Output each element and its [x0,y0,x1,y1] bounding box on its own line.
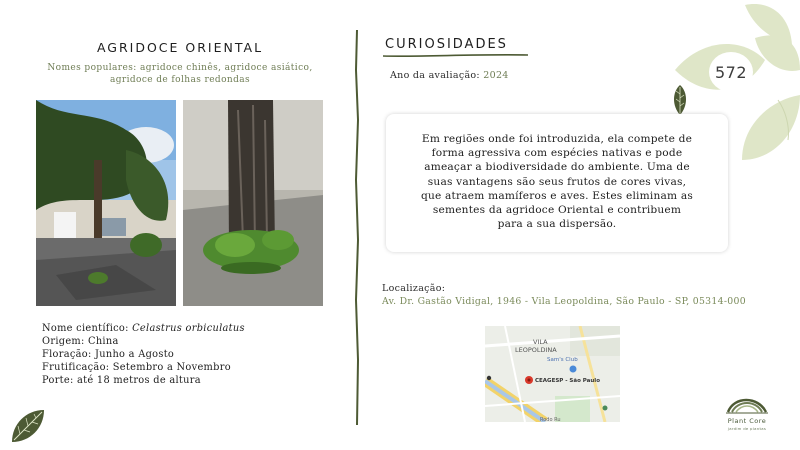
location-address: Av. Dr. Gastão Vidigal, 1946 - Vila Leopoldina, São Paulo - SP, 05314-000 [382,296,746,307]
map-road-label: Rodo Ru [540,417,561,422]
flowering-row: Floração: Junho a Agosto [42,349,175,360]
plant-number-badge: 572 [709,52,753,92]
year-value: 2024 [483,70,509,81]
map-district-label-1: VILA [533,338,548,346]
map-marker-icon [603,406,608,411]
location-label: Localização: [382,283,446,294]
popular-names-line: agridoce de folhas redondas [109,75,251,85]
plant-title: AGRIDOCE ORIENTAL [96,40,264,55]
map-location-label: CEAGESP - São Paulo [535,378,600,384]
plant-facts [42,322,245,387]
map-marker-icon [487,376,491,380]
map-poi-icon [570,366,577,373]
small-leaf-icon [670,84,690,116]
scientific-name-row [42,322,245,335]
curiosity-line: Em regiões onde foi introduzida, ela compete de [421,133,693,145]
scientific-name-value: Celastrus orbiculatus [132,323,245,334]
logo-tagline: jardim de plantas [727,426,767,431]
column-divider [352,30,362,425]
curiosity-line: para a sua dispersão. [497,218,617,231]
curiosity-line: forma agressiva com espécies nativas e pode [431,147,683,160]
year-label: Ano da avaliação: [390,70,484,81]
curiosities-heading: CURIOSIDADES [385,37,508,52]
assessment-year [390,70,509,81]
heading-underline [383,53,528,59]
popular-names [40,62,320,86]
tree-trunk-photo [183,100,323,306]
curiosity-line: suas vantagens são seus frutos de cores vivas, [427,175,687,188]
scientific-name-label: Nome científico: [42,323,133,334]
curiosity-card [386,114,728,252]
curiosity-line: ameaçar a biodiversidade do ambiente. Uma de [424,161,690,174]
curiosity-line: que atraem mamíferos e aves. Estes eliminam as [421,189,693,202]
plant-core-logo [712,392,782,440]
fruiting-row: Frutificação: Setembro a Novembro [42,362,231,373]
location-map [485,326,620,422]
origin-row: Origem: China [42,336,119,347]
map-poi-label: Sam's Club [547,357,578,363]
popular-names-line: Nomes populares: agridoce chinês, agridoce asiático, [47,63,313,73]
tree-street-photo [36,100,176,306]
logo-name: Plant Core [727,417,767,425]
bottom-leaf-icon [8,406,48,446]
map-district-label-2: LEOPOLDINA [515,346,557,354]
size-row: Porte: até 18 metros de altura [42,375,201,386]
curiosity-text [394,132,720,231]
curiosity-line: sementes da agridoce Oriental e contribuem [432,204,682,217]
